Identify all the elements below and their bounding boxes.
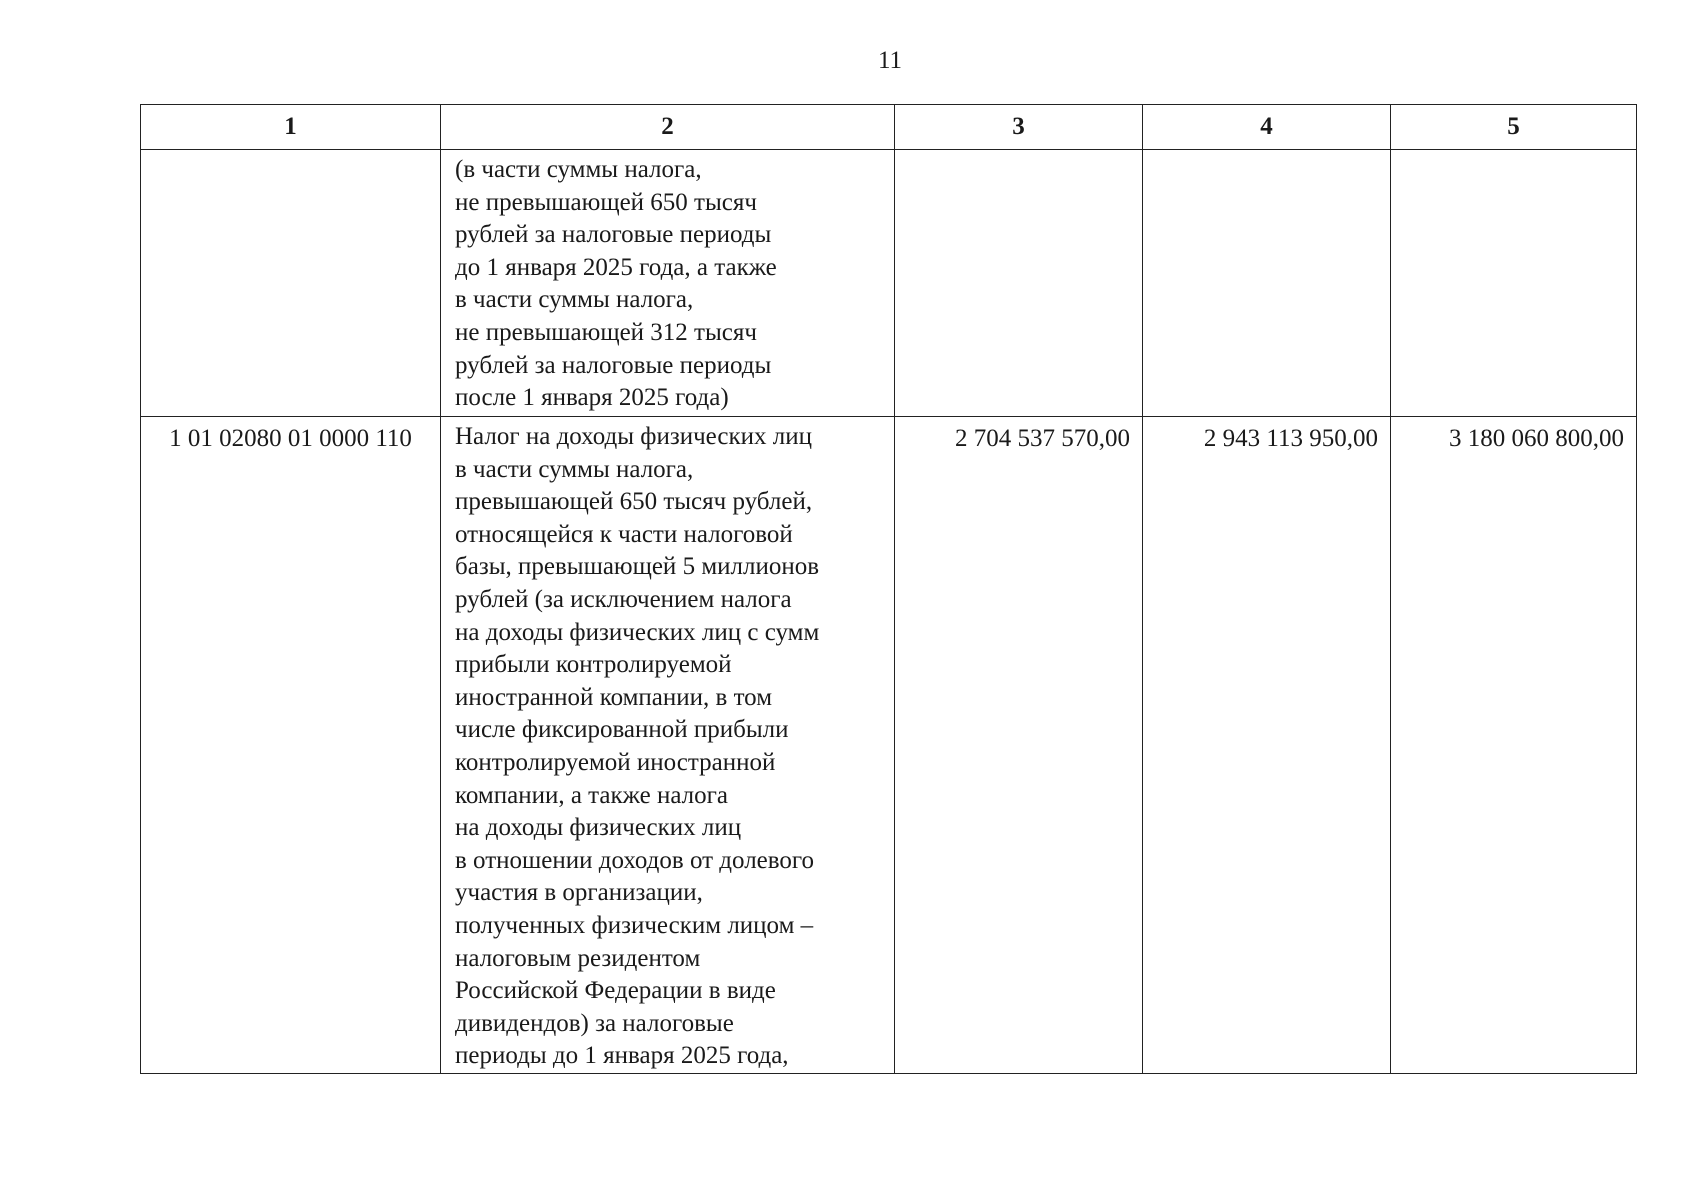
amount-cell-col4 [1143,150,1391,417]
amount-cell-col5: 3 180 060 800,00 [1391,417,1637,1074]
description-line: рублей (за исключением налога [455,585,792,613]
description-line: Налог на доходы физических лиц [455,423,812,450]
description-line: рублей за налоговые периоды [455,221,772,249]
budget-table [140,104,1637,1074]
description-line: в отношении доходов от долевого [455,846,815,874]
description-line: числе фиксированной прибыли [455,716,789,744]
description-line: контролируемой иностранной [455,748,776,776]
budget-code-cell: 1 01 02080 01 0000 110 [141,417,441,1074]
description-line: на доходы физических лиц [455,814,742,842]
amount-cell-col5 [1391,150,1637,417]
description-line: периоды до 1 января 2025 года, [455,1042,789,1070]
description-line: базы, превышающей 5 миллионов [455,553,820,581]
description-line: не превышающей 650 тысяч [455,188,757,216]
description-line: в части суммы налога, [455,455,694,483]
description-line: иностранной компании, в том [455,683,773,711]
description-line: (в части суммы налога, [455,156,702,183]
column-header-5: 5 [1391,105,1637,150]
description-line: до 1 января 2025 года, а также [455,253,777,281]
description-line: на доходы физических лиц с сумм [455,618,820,646]
description-line: Российской Федерации в виде [455,977,776,1005]
table-row [141,150,1637,417]
description-line: компании, а также налога [455,781,728,809]
table-header-row [141,105,1637,150]
description-line: после 1 января 2025 года) [455,384,729,412]
description-line: дивидендов) за налоговые [455,1009,734,1037]
table-row [141,417,1637,1074]
description-line: превышающей 650 тысяч рублей, [455,488,813,516]
description-line: участия в организации, [455,879,703,907]
amount-cell-col3: 2 704 537 570,00 [895,417,1143,1074]
amount-cell-col3 [895,150,1143,417]
description-cell [441,150,895,417]
description-line: полученных физическим лицом – [455,911,814,939]
description-line: налоговым резидентом [455,944,701,972]
column-header-2: 2 [441,105,895,150]
page-number: 11 [877,47,903,74]
description-line: прибыли контролируемой [455,651,732,679]
amount-cell-col4: 2 943 113 950,00 [1143,417,1391,1074]
description-line: рублей за налоговые периоды [455,351,772,379]
description-line: не превышающей 312 тысяч [455,318,757,346]
description-line: в части суммы налога, [455,286,694,314]
description-line: относящейся к части налоговой [455,520,793,548]
column-header-3: 3 [895,105,1143,150]
column-header-1: 1 [141,105,441,150]
column-header-4: 4 [1143,105,1391,150]
budget-code-cell [141,150,441,417]
description-cell [441,417,895,1074]
